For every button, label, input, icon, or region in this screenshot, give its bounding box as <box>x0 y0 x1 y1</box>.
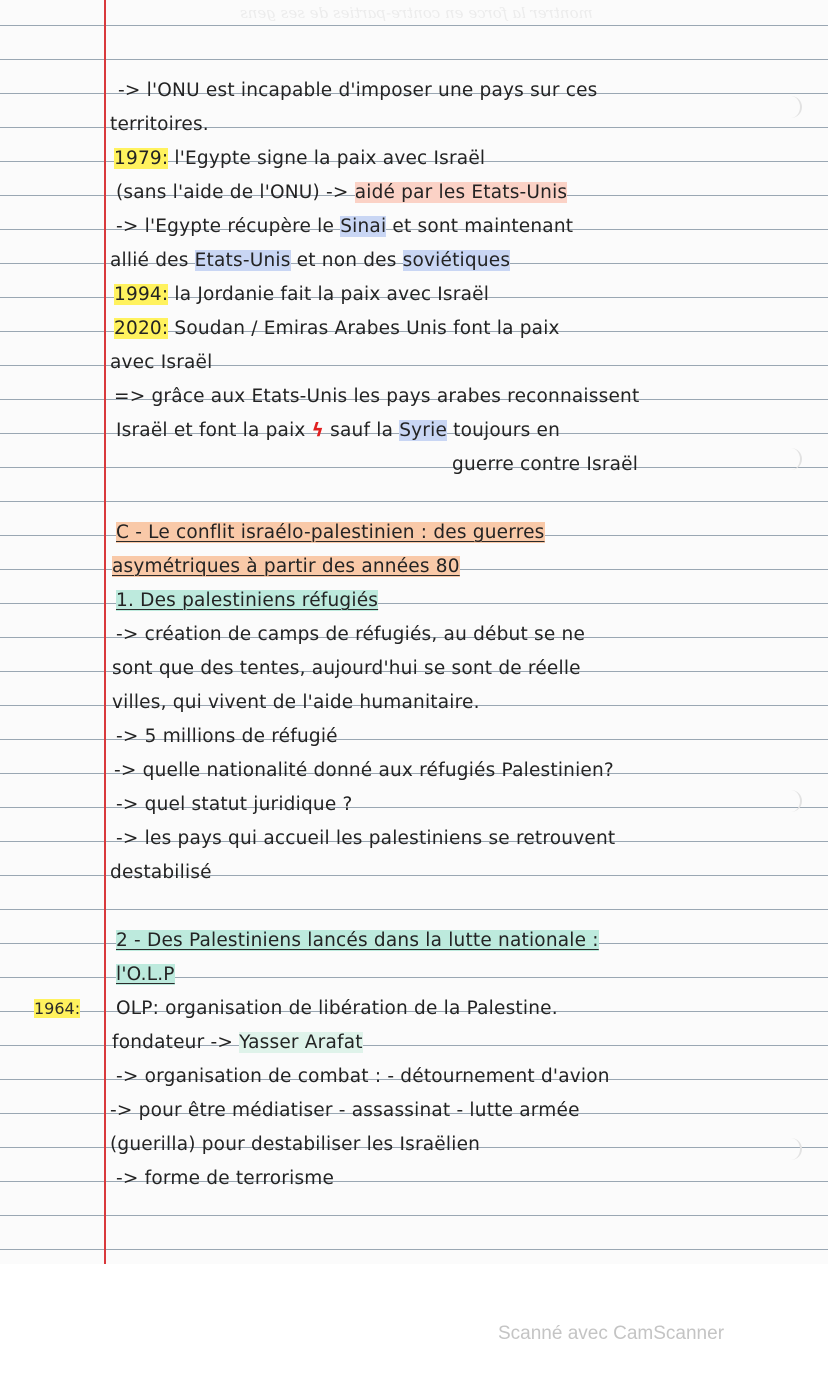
page-hole-mark <box>786 448 802 470</box>
note-text: l'Egypte signe la paix avec Israël <box>168 148 486 169</box>
note-text: et sont maintenant <box>386 216 574 237</box>
note-line-10 <box>114 380 639 414</box>
note-text: -> création de camps de réfugiés, au début se ne <box>116 624 586 645</box>
note-line-11 <box>116 414 560 448</box>
note-text: sauf la <box>324 420 400 441</box>
note-text: villes, qui vivent de l'aide humanitaire. <box>112 692 480 713</box>
note-line-3 <box>114 142 485 176</box>
note-line-9 <box>110 346 212 380</box>
note-text: -> les pays qui accueil les palestiniens se retrouvent <box>116 828 616 849</box>
bleed-through-text: montrer la force en contre-parties de ses gens <box>240 4 593 22</box>
note-line-6 <box>110 244 510 278</box>
note-line-29 <box>110 1094 580 1128</box>
note-line-2 <box>110 108 209 142</box>
margin-line <box>104 0 106 1264</box>
highlighted-text: 1. Des palestiniens réfugiés <box>116 590 379 611</box>
note-text: -> pour être médiatiser - assassinat - lutte armée <box>110 1100 580 1121</box>
note-line-18 <box>112 686 480 720</box>
note-text: OLP: organisation de libération de la Palestine. <box>116 998 558 1019</box>
highlighted-text: 2020: <box>114 318 169 339</box>
note-line-20 <box>114 754 614 788</box>
scanner-watermark: Scanné avec CamScanner <box>498 1323 725 1344</box>
note-line-8 <box>114 312 560 346</box>
note-line-26 <box>116 992 558 1026</box>
note-text: (guerilla) pour destabiliser les Israëlien <box>110 1134 481 1155</box>
note-line-17 <box>112 652 581 686</box>
lightning-icon: ϟ <box>311 420 325 441</box>
note-text: -> organisation de combat : - détournement d'avion <box>116 1066 610 1087</box>
note-text: et non des <box>290 250 403 271</box>
note-line-7 <box>114 278 489 312</box>
note-text: Soudan / Emiras Arabes Unis font la paix <box>168 318 560 339</box>
note-text: toujours en <box>447 420 561 441</box>
note-text: (sans l'aide de l'ONU) -> <box>116 182 355 203</box>
highlighted-text: soviétiques <box>402 250 511 271</box>
note-text: Israël et font la paix <box>116 420 312 441</box>
note-line-19 <box>116 720 338 754</box>
note-line-24 <box>116 924 599 958</box>
highlighted-text: Etats-Unis <box>194 250 291 271</box>
note-line-4 <box>116 176 567 210</box>
note-line-1 <box>118 74 598 108</box>
note-line-13 <box>116 516 545 550</box>
note-text: -> 5 millions de réfugié <box>116 726 338 747</box>
highlighted-text: 2 - Des Palestiniens lancés dans la lutte nationale : <box>116 930 599 951</box>
margin-date-text: 1964: <box>34 999 81 1018</box>
note-line-22 <box>116 822 615 856</box>
highlighted-text: Syrie <box>399 420 448 441</box>
note-line-30 <box>110 1128 480 1162</box>
note-text: la Jordanie fait la paix avec Israël <box>168 284 490 305</box>
note-text: => grâce aux Etats-Unis les pays arabes reconnaissent <box>114 386 640 407</box>
note-text: territoires. <box>110 114 209 135</box>
note-text: sont que des tentes, aujourd'hui se sont de réelle <box>112 658 581 679</box>
highlighted-text: l'O.L.P <box>116 964 175 985</box>
highlighted-text: 1994: <box>114 284 169 305</box>
note-text: guerre contre Israël <box>452 454 639 475</box>
highlighted-text: aidé par les Etats-Unis <box>354 182 568 203</box>
note-line-16 <box>116 618 585 652</box>
note-text: -> quelle nationalité donné aux réfugiés Palestinien? <box>114 760 614 781</box>
note-text: fondateur -> <box>112 1032 240 1053</box>
highlighted-text: 1979: <box>114 148 169 169</box>
highlighted-text: C - Le conflit israélo-palestinien : des guerres <box>116 522 545 543</box>
note-text: -> quel statut juridique ? <box>116 794 353 815</box>
note-line-14 <box>112 550 460 584</box>
note-line-12 <box>452 448 638 482</box>
highlighted-text: Sinai <box>340 216 387 237</box>
note-line-21 <box>116 788 353 822</box>
margin-date <box>34 992 80 1026</box>
page-hole-mark <box>786 96 802 118</box>
highlighted-text: Yasser Arafat <box>239 1032 363 1053</box>
page-hole-mark <box>786 1138 802 1160</box>
note-line-27 <box>112 1026 363 1060</box>
note-line-31 <box>116 1162 334 1196</box>
note-line-23 <box>110 856 212 890</box>
note-line-15 <box>116 584 378 618</box>
page-hole-mark <box>786 790 802 812</box>
highlighted-text: asymétriques à partir des années 80 <box>112 556 460 577</box>
note-text: -> l'ONU est incapable d'imposer une pays sur ces <box>118 80 598 101</box>
note-text: -> forme de terrorisme <box>116 1168 335 1189</box>
note-line-28 <box>116 1060 610 1094</box>
note-text: destabilisé <box>110 862 212 883</box>
note-text: allié des <box>110 250 195 271</box>
note-line-25 <box>116 958 175 992</box>
note-line-5 <box>116 210 573 244</box>
note-text: avec Israël <box>110 352 213 373</box>
note-text: -> l'Egypte récupère le <box>116 216 341 237</box>
